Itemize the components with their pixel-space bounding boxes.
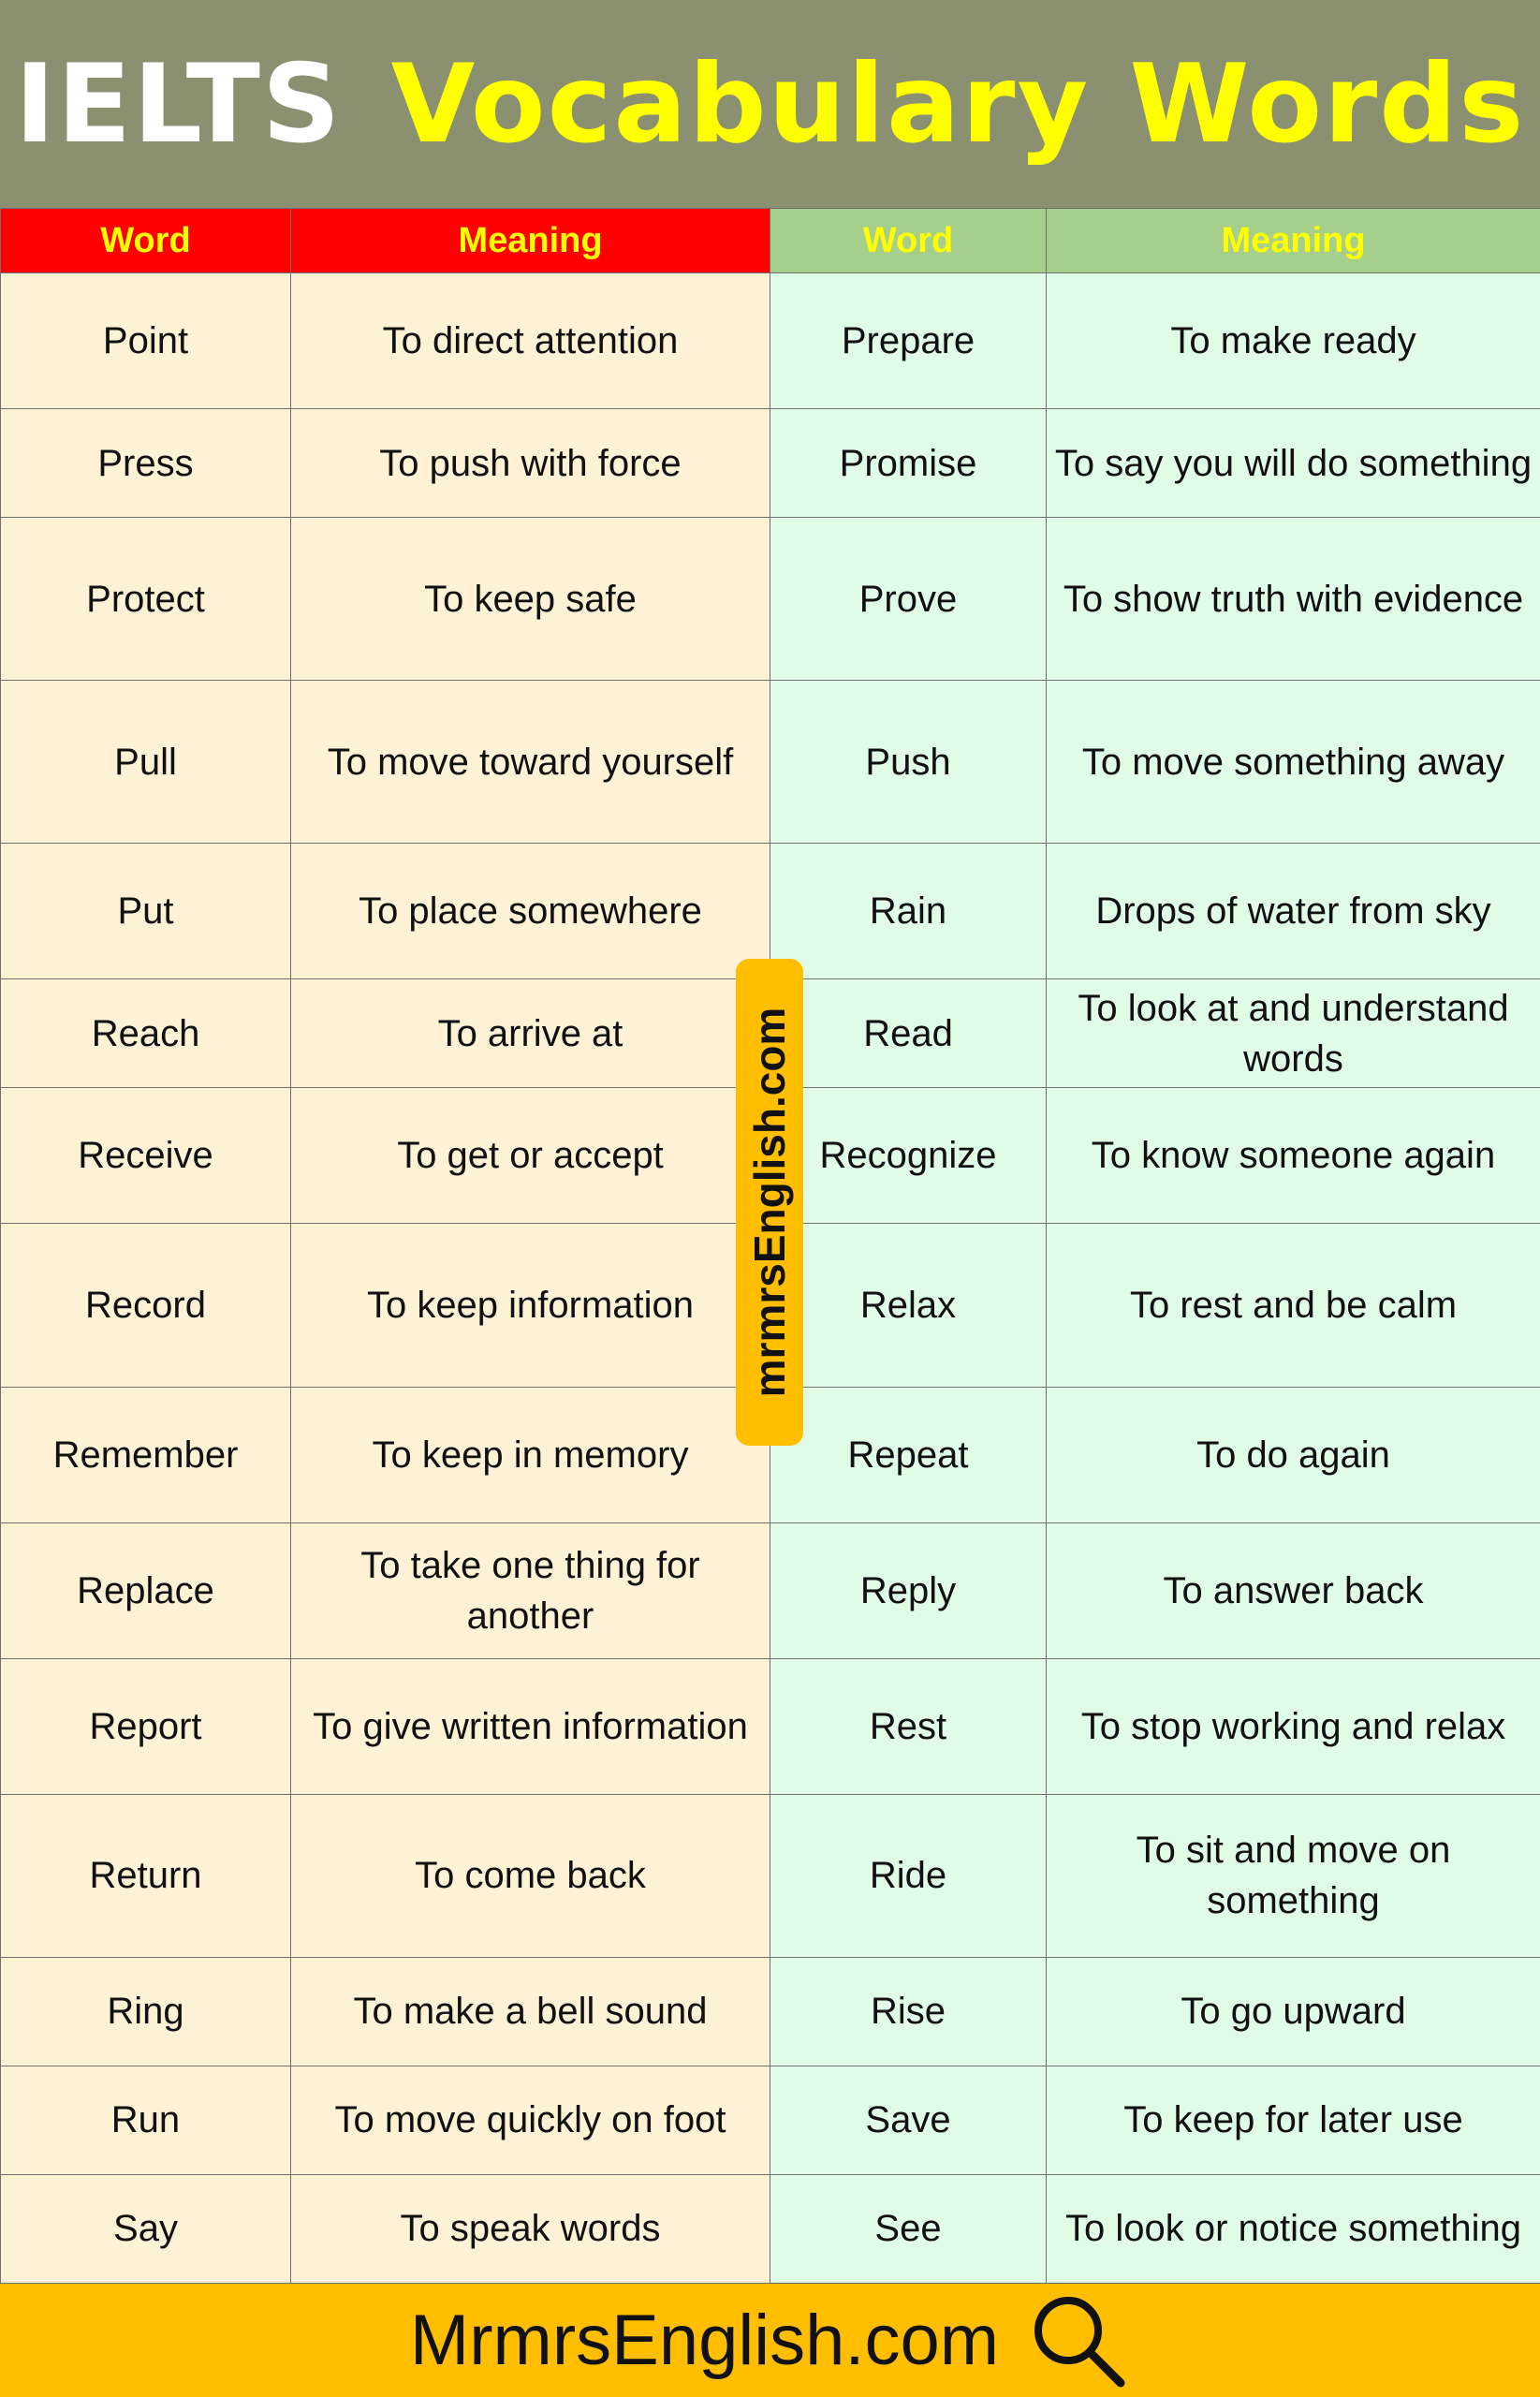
meaning-cell: To move something away [1047, 681, 1540, 844]
meaning-cell: To show truth with evidence [1047, 518, 1540, 681]
meaning-cell: To rest and be calm [1047, 1224, 1540, 1387]
meaning-cell: To make a bell sound [291, 1957, 770, 2066]
table-row [1, 1957, 1540, 2066]
title-ielts: IELTS [14, 40, 343, 168]
word-cell: Protect [1, 518, 291, 681]
magnifier-icon [1027, 2289, 1130, 2392]
meaning-cell: To look at and understand words [1047, 979, 1540, 1088]
table-row [1, 1522, 1540, 1658]
meaning-cell: To say you will do something [1047, 409, 1540, 518]
meaning-cell: To look or notice something [1047, 2174, 1540, 2283]
meaning-cell: To stop working and relax [1047, 1658, 1540, 1794]
meaning-cell: To go upward [1047, 1957, 1540, 2066]
word-cell: Reply [770, 1522, 1047, 1658]
table-row [1, 518, 1540, 681]
meaning-cell: Drops of water from sky [1047, 844, 1540, 979]
meaning-cell: To push with force [291, 409, 770, 518]
word-cell: Repeat [770, 1387, 1047, 1522]
column-header-meaning-right: Meaning [1047, 209, 1540, 273]
word-cell: Ring [1, 1957, 291, 2066]
meaning-cell: To get or accept [291, 1088, 770, 1224]
word-cell: Rise [770, 1957, 1047, 2066]
word-cell: Save [770, 2066, 1047, 2174]
meaning-cell: To come back [291, 1794, 770, 1957]
title-vocabulary-words: Vocabulary Words [390, 40, 1526, 168]
word-cell: Prepare [770, 273, 1047, 409]
word-cell: See [770, 2174, 1047, 2283]
word-cell: Prove [770, 518, 1047, 681]
footer-banner [0, 2284, 1540, 2397]
word-cell: Receive [1, 1088, 291, 1224]
word-cell: Promise [770, 409, 1047, 518]
word-cell: Run [1, 2066, 291, 2174]
meaning-cell: To give written information [291, 1658, 770, 1794]
meaning-cell: To keep in memory [291, 1387, 770, 1522]
meaning-cell: To speak words [291, 2174, 770, 2283]
meaning-cell: To keep safe [291, 518, 770, 681]
word-cell: Reach [1, 979, 291, 1088]
word-cell: Put [1, 844, 291, 979]
word-cell: Rain [770, 844, 1047, 979]
word-cell: Remember [1, 1387, 291, 1522]
table-row [1, 2066, 1540, 2174]
word-cell: Return [1, 1794, 291, 1957]
word-cell: Push [770, 681, 1047, 844]
meaning-cell: To do again [1047, 1387, 1540, 1522]
table-row [1, 273, 1540, 409]
meaning-cell: To keep for later use [1047, 2066, 1540, 2174]
meaning-cell: To take one thing for another [291, 1522, 770, 1658]
table-row [1, 681, 1540, 844]
meaning-cell: To make ready [1047, 273, 1540, 409]
word-cell: Report [1, 1658, 291, 1794]
watermark-badge [736, 959, 803, 1446]
table-row [1, 409, 1540, 518]
word-cell: Ride [770, 1794, 1047, 1957]
meaning-cell: To move quickly on foot [291, 2066, 770, 2174]
word-cell: Pull [1, 681, 291, 844]
word-cell: Read [770, 979, 1047, 1088]
meaning-cell: To sit and move on something [1047, 1794, 1540, 1957]
meaning-cell: To arrive at [291, 979, 770, 1088]
word-cell: Record [1, 1224, 291, 1387]
word-cell: Rest [770, 1658, 1047, 1794]
watermark-text: mrmrsEnglish.com [745, 1007, 794, 1398]
meaning-cell: To answer back [1047, 1522, 1540, 1658]
meaning-cell: To keep information [291, 1224, 770, 1387]
column-header-word-left: Word [1, 209, 291, 273]
table-row [1, 1658, 1540, 1794]
meaning-cell: To direct attention [291, 273, 770, 409]
word-cell: Relax [770, 1224, 1047, 1387]
column-header-word-right: Word [770, 209, 1047, 273]
meaning-cell: To place somewhere [291, 844, 770, 979]
table-row [1, 2174, 1540, 2283]
word-cell: Say [1, 2174, 291, 2283]
table-row [1, 1794, 1540, 1957]
meaning-cell: To move toward yourself [291, 681, 770, 844]
word-cell: Recognize [770, 1088, 1047, 1224]
meaning-cell: To know someone again [1047, 1088, 1540, 1224]
word-cell: Press [1, 409, 291, 518]
word-cell: Point [1, 273, 291, 409]
column-header-meaning-left: Meaning [291, 209, 770, 273]
footer-site-link[interactable]: MrmrsEnglish.com [409, 2301, 1000, 2380]
word-cell: Replace [1, 1522, 291, 1658]
table-header-row [1, 209, 1540, 273]
page-title [0, 0, 1540, 208]
